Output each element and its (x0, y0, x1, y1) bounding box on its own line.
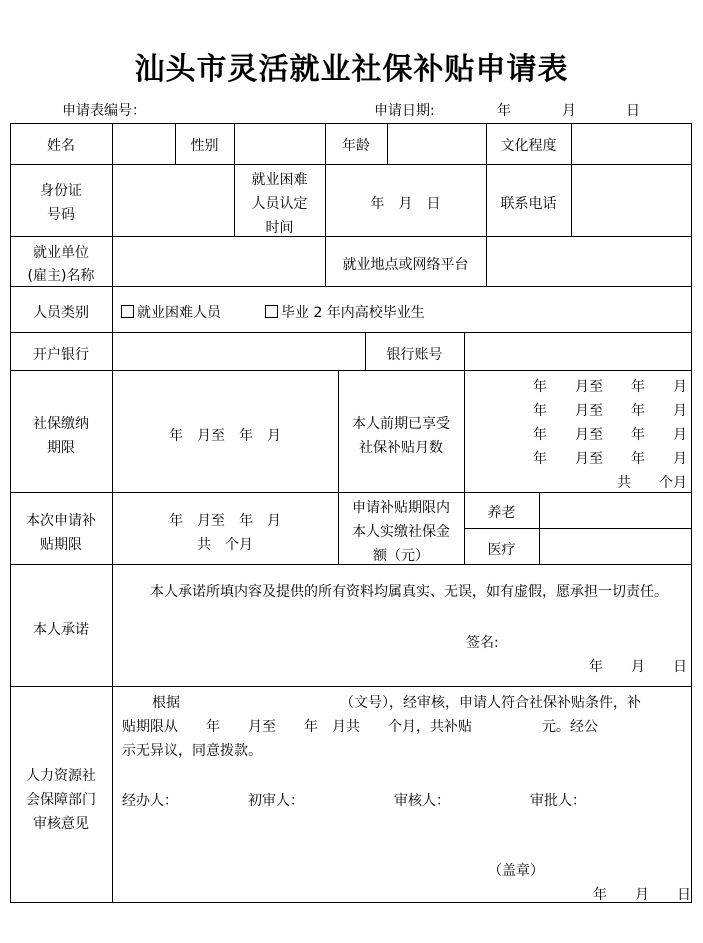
application-date-label: 申请日期: (374, 103, 435, 119)
seal-label: （盖章） (488, 863, 544, 879)
paid-amount-label-line2: 本人实缴社保金 (352, 524, 450, 540)
insurance-period-value: 年 月至 年 月 (169, 428, 281, 444)
column-divider (464, 332, 465, 370)
column-divider (571, 164, 572, 236)
checkbox-graduate[interactable] (265, 305, 278, 318)
bank-account-label: 银行账号 (386, 347, 443, 363)
difficulty-date-label-line3: 时间 (265, 220, 294, 236)
apply-period-label-line1: 本次申请补 (26, 513, 96, 529)
difficulty-date-value: 年 月 日 (370, 196, 441, 212)
bank-label: 开户银行 (33, 347, 89, 363)
commitment-text: 本人承诺所填内容及提供的所有资料均属真实、无误，如有虚假，愿承担一切责任。 (150, 584, 668, 600)
category-label: 人员类别 (33, 305, 89, 321)
column-divider (486, 236, 487, 286)
paid-amount-label-line1: 申请补贴期限内 (352, 500, 450, 516)
review-date: 年 月 日 (593, 887, 691, 903)
review-text-line2: 贴期限从 年 月至 年 月共 个月，共补贴 元。经公 (122, 719, 598, 735)
review-dept-label-line2: 会保障部门 (26, 792, 96, 808)
first-reviewer-label: 初审人： (248, 793, 304, 809)
commitment-label: 本人承诺 (33, 622, 89, 638)
review-dept-label-line3: 审核意见 (33, 816, 89, 832)
column-divider (539, 492, 540, 564)
prior-subsidy-label-line2: 社保补贴月数 (359, 440, 443, 456)
review-text-line3: 示无异议，同意拨款。 (122, 743, 262, 759)
employer-label-line2: (雇主)名称 (27, 268, 95, 284)
column-divider (464, 370, 465, 564)
checkbox-difficulty[interactable] (121, 305, 134, 318)
gender-label: 性别 (190, 138, 219, 154)
prior-subsidy-label-line1: 本人前期已享受 (352, 416, 450, 432)
reviewer-label: 审核人： (394, 793, 450, 809)
difficulty-date-label-line2: 人员认定 (251, 196, 308, 212)
review-dept-label-line1: 人力资源社 (26, 768, 96, 784)
id-number-label-line2: 号码 (47, 207, 75, 223)
apply-months-value: 共 个月 (197, 537, 253, 553)
pension-label: 养老 (487, 505, 516, 521)
name-label: 姓名 (47, 138, 75, 154)
signature-label: 签名: (466, 635, 499, 651)
prior-months-total: 共 个月 (617, 475, 687, 491)
option-graduate[interactable] (265, 302, 425, 322)
education-label: 文化程度 (500, 138, 557, 154)
handler-label: 经办人： (122, 793, 178, 809)
prior-period-line: 年 月至 年 月 (533, 427, 687, 443)
difficulty-date-label-line1: 就业困难 (251, 172, 308, 188)
id-number-label-line1: 身份证 (40, 183, 82, 199)
apply-period-value: 年 月至 年 月 (169, 513, 281, 529)
paid-amount-label-line3: 额（元） (373, 548, 429, 564)
apply-period-label-line2: 贴期限 (40, 537, 82, 553)
insurance-period-label-line1: 社保缴纳 (33, 416, 89, 432)
phone-label: 联系电话 (500, 196, 557, 212)
employer-label-line1: 就业单位 (33, 245, 89, 261)
approver-label: 审批人： (530, 793, 586, 809)
prior-period-line: 年 月至 年 月 (533, 379, 687, 395)
row-divider (464, 528, 692, 529)
column-divider (387, 123, 388, 164)
option-difficulty-label: 就业困难人员 (137, 305, 221, 321)
prior-period-line: 年 月至 年 月 (533, 451, 687, 467)
work-location-label: 就业地点或网络平台 (342, 257, 469, 273)
age-label: 年龄 (342, 138, 370, 154)
insurance-period-label-line2: 期限 (47, 440, 75, 456)
option-difficulty[interactable] (121, 302, 221, 322)
page-title: 汕头市灵活就业社保补贴申请表 (134, 52, 569, 87)
header-year: 年 (497, 103, 511, 119)
column-divider (571, 123, 572, 164)
review-text-line1: （文号），经审核，申请人符合社保补贴条件，补 (340, 695, 641, 711)
medical-label: 医疗 (487, 542, 516, 558)
header-month: 月 (562, 103, 576, 119)
column-divider (234, 123, 235, 164)
commitment-date: 年 月 日 (589, 659, 687, 675)
prior-period-line: 年 月至 年 月 (533, 403, 687, 419)
form-number-label: 申请表编号： (62, 103, 146, 119)
option-graduate-label: 毕业 2 年内高校毕业生 (281, 305, 425, 321)
review-text-according: 根据 (152, 695, 180, 711)
header-day: 日 (626, 103, 640, 119)
